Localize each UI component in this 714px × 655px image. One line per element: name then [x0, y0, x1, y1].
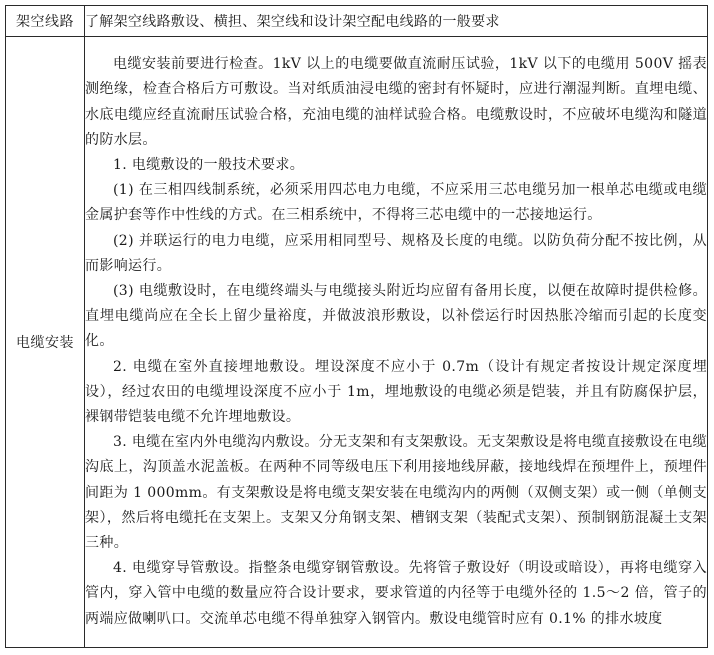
row-label-overhead-lines: 架空线路	[6, 6, 85, 37]
paragraph-item-1: (1) 在三相四线制系统，必须采用四芯电力电缆，不应采用三芯电缆另加一根单芯电缆或电缆金属护套等作中性线的方式。在三相系统中，不得将三芯电缆中的一芯接地运行。	[85, 182, 707, 224]
row-content-cable-installation	[85, 37, 708, 648]
paragraph-item-2: (2) 并联运行的电力电缆，应采用相同型号、规格及长度的电缆。以防负荷分配不按比例，从而影响运行。	[85, 232, 707, 274]
table-row	[6, 37, 708, 648]
paragraph-section-1: 1. 电缆敷设的一般技术要求。	[113, 156, 305, 173]
table-row	[6, 6, 708, 37]
requirements-table	[5, 5, 708, 648]
row-content-overhead-lines: 了解架空线路敷设、横担、架空线和设计架空配电线路的一般要求	[85, 6, 708, 37]
paragraph-section-2: 2. 电缆在室外直接埋地敷设。埋设深度不应小于 0.7m（设计有规定者按设计规定深度埋设），经过农田的电缆埋设深度不应小于 1m，埋地敷设的电缆必须是铠装，并且有防腐保护层，裸钢带铠装电缆不允许埋地敷设。	[85, 358, 707, 425]
row-label-cable-installation: 电缆安装	[6, 37, 85, 648]
paragraph-section-4: 4. 电缆穿导管敷设。指整条电缆穿钢管敷设。先将管子敷设好（明设或暗设），再将电缆穿入管内，穿入管中电缆的数量应符合设计要求，要求管道的内径等于电缆外径的 1.5～2 倍，管子的两端应做喇叭口。交流单芯电缆不得单独穿入钢管内。敷设电缆管时应有 0.1% 的排水坡度	[85, 560, 707, 627]
paragraph-item-3: (3) 电缆敷设时，在电缆终端头与电缆接头附近均应留有备用长度，以便在故障时提供检修。直埋电缆尚应在全长上留少量裕度，并做波浪形敷设，以补偿运行时因热胀冷缩而引起的长度变化。	[85, 282, 707, 350]
paragraph-section-3: 3. 电缆在室内外电缆沟内敷设。分无支架和有支架敷设。无支架敷设是将电缆直接敷设在电缆沟底上，沟顶盖水泥盖板。在两种不同等级电压下利用接地线屏蔽，接地线焊在预埋件上，预埋件间距为 1 000mm。有支架敷设是将电缆支架安装在电缆沟内的两侧（双侧支架）或一侧（单侧支架），然后将电缆托在支架上。支架又分角钢支架、槽钢支架（装配式支架）、预制钢筋混凝土支架三种。	[85, 434, 707, 552]
paragraph-intro: 电缆安装前要进行检查。1kV 以上的电缆要做直流耐压试验，1kV 以下的电缆用 500V 摇表测绝缘，检查合格后方可敷设。当对纸质油浸电缆的密封有怀疑时，应进行潮湿判断。直埋电缆、水底电缆应经直流耐压试验合格，充油电缆的油样试验合格。电缆敷设时，不应破坏电缆沟和隧道的防水层。	[85, 56, 707, 148]
